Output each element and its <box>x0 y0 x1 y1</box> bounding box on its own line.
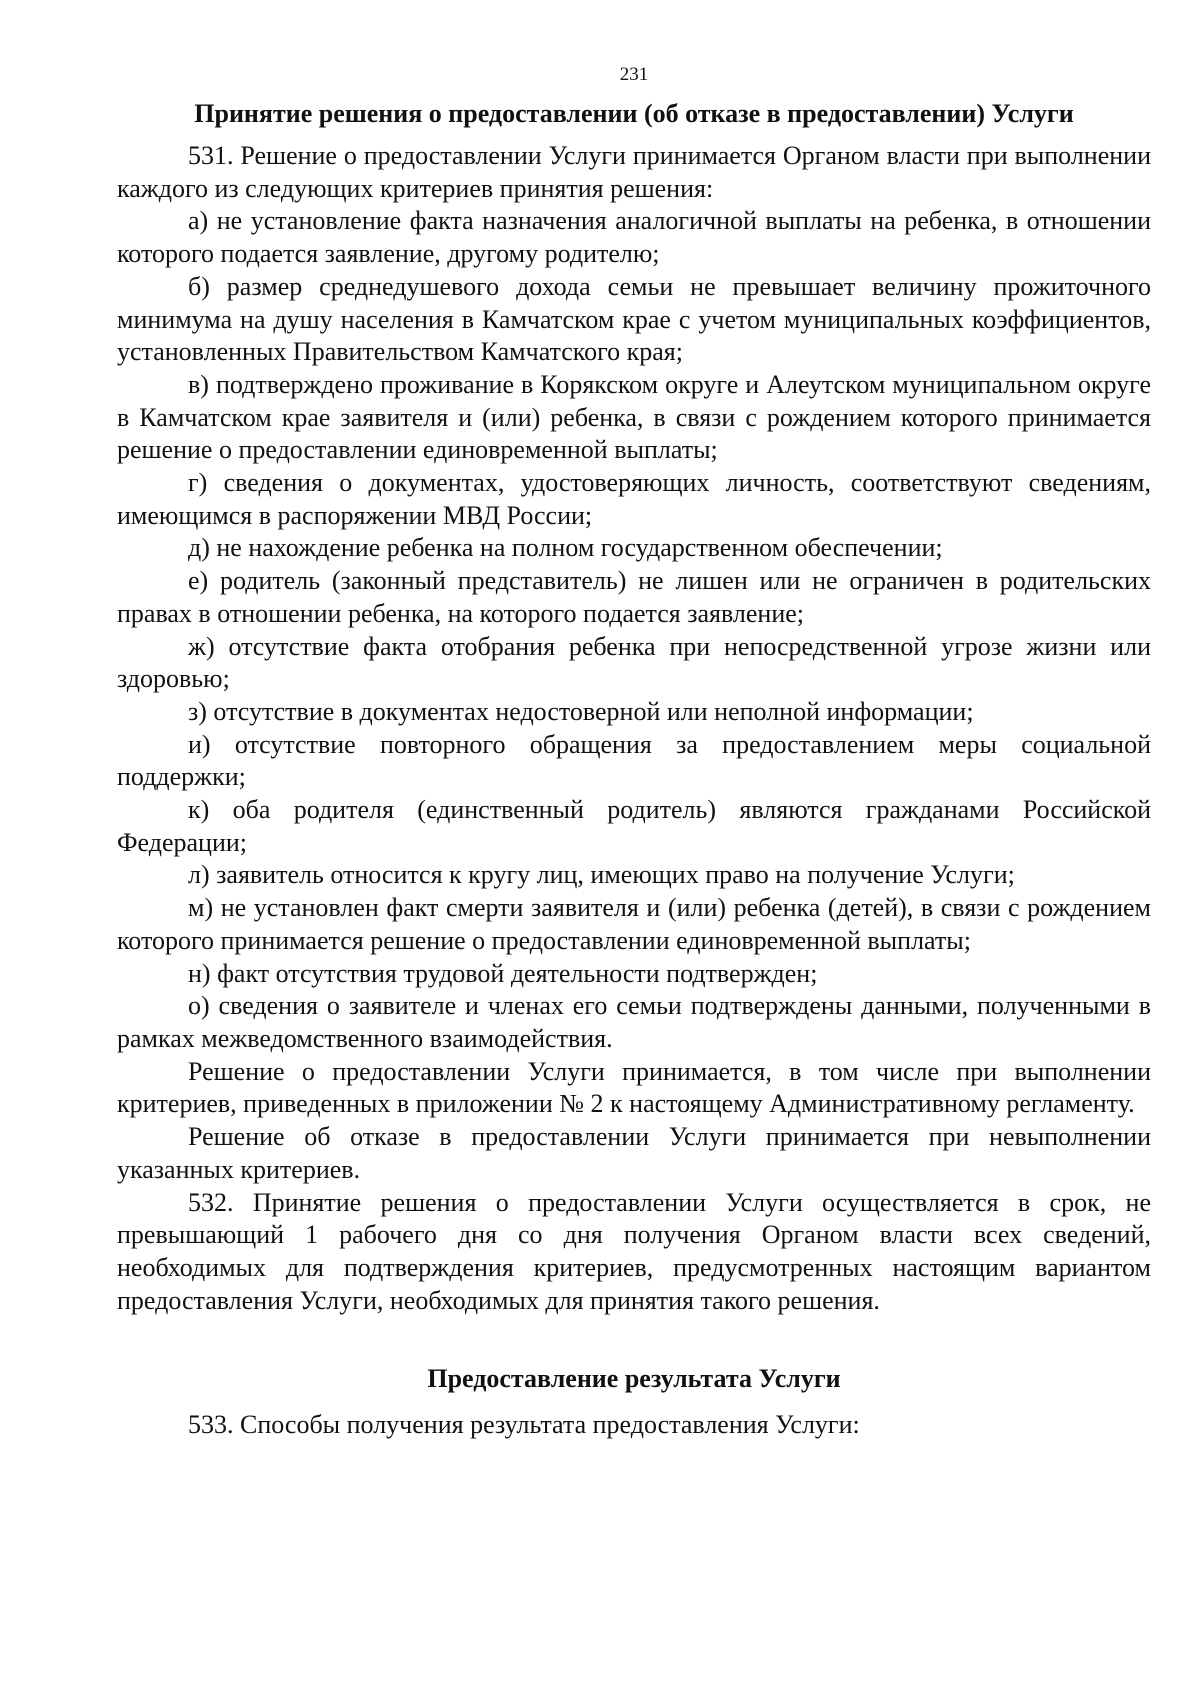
paragraph-532: 532. Принятие решения о предоставлении Услуги осуществляется в срок, не превышающий 1 рабочего дня со дня получения Органом власти всех сведений, необходимых для подтверждения критериев, предусмотренных настоящим вариантом предоставления Услуги, необходимых для принятия такого решения. <box>117 1187 1151 1315</box>
section-heading-decision: Принятие решения о предоставлении (об отказе в предоставлении) Услуги <box>194 99 1074 128</box>
section-heading-result: Предоставление результата Услуги <box>427 1364 841 1394</box>
section-body-result <box>117 1409 1151 1442</box>
paragraph-533: 533. Способы получения результата предоставления Услуги: <box>188 1410 860 1440</box>
criterion-l: л) заявитель относится к кругу лиц, имеющих право на получение Услуги; <box>188 860 1015 890</box>
paragraph-531: 531. Решение о предоставлении Услуги принимается Органом власти при выполнении каждого из следующих критериев принятия решения: <box>117 141 1151 203</box>
document-page <box>117 62 1151 1442</box>
criterion-a: а) не установление факта назначения аналогичной выплаты на ребенка, в отношении которого подается заявление, другому родителю; <box>117 206 1151 269</box>
paragraph-decision-refusal: Решение об отказе в предоставлении Услуги принимается при невыполнении указанных критериев. <box>117 1122 1151 1184</box>
page-number: 231 <box>619 64 649 85</box>
criterion-m: м) не установлен факт смерти заявителя и (или) ребенка (детей), в связи с рождением которого принимается решение о предоставлении единовременной выплаты; <box>117 893 1151 955</box>
criterion-i: и) отсутствие повторного обращения за предоставлением меры социальной поддержки; <box>117 729 1151 792</box>
criterion-g: г) сведения о документах, удостоверяющих личность, соответствуют сведениям, имеющимся в распоряжении МВД России; <box>117 468 1151 530</box>
criterion-e: е) родитель (законный представитель) не лишен или не ограничен в родительских правах в отношении ребенка, на которого подается заявление; <box>117 566 1151 628</box>
section-body-decision <box>117 140 1151 1317</box>
criterion-v: в) подтверждено проживание в Корякском округе и Алеутском муниципальном округе в Камчатском крае заявителя и (или) ребенка, в связи с рождением которого принимается решение о предоставлении единовременной выплаты; <box>117 369 1151 465</box>
paragraph-decision-granted: Решение о предоставлении Услуги принимается, в том числе при выполнении критериев, приведенных в приложении № 2 к настоящему Административному регламенту. <box>117 1056 1151 1119</box>
criterion-d: д) не нахождение ребенка на полном государственном обеспечении; <box>188 533 943 563</box>
criterion-b: б) размер среднедушевого дохода семьи не превышает величину прожиточного минимума на душу населения в Камчатском крае с учетом муниципальных коэффициентов, установленных Правительством Камчатского края; <box>117 271 1151 367</box>
criterion-zh: ж) отсутствие факта отобрания ребенка при непосредственной угрозе жизни или здоровью; <box>117 631 1151 694</box>
criterion-o: о) сведения о заявителе и членах его семьи подтверждены данными, полученными в рамках межведомственного взаимодействия. <box>117 991 1151 1053</box>
criterion-k: к) оба родителя (единственный родитель) являются гражданами Российской Федерации; <box>117 795 1151 857</box>
criterion-n: н) факт отсутствия трудовой деятельности подтвержден; <box>188 958 818 988</box>
criterion-z: з) отсутствие в документах недостоверной или неполной информации; <box>188 696 974 726</box>
